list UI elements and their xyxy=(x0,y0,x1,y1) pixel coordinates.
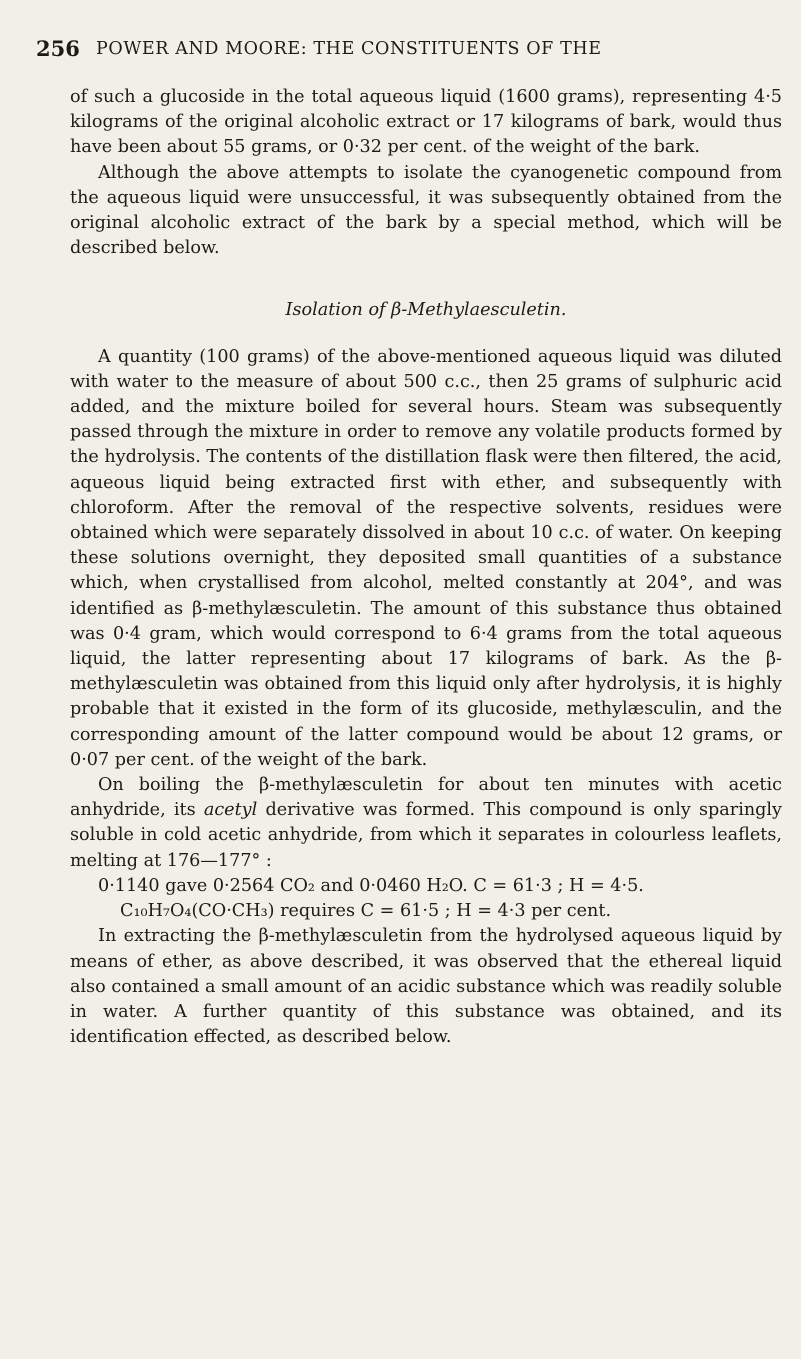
page-number: 256 xyxy=(36,36,80,61)
acetyl-text-before: On boiling the β-methylæsculetin for about ten minutes with acetic anhydride, its xyxy=(70,775,782,821)
paragraph-ethereal-liquid: In extracting the β-methylæsculetin from the hydrolysed aqueous liquid by means of ether, as above described, it was observed that the ethereal liquid also contained a small amount of an acidic substance which was readily soluble in water. A further quantity of this substance was obtained, and its identification effected, as described below. xyxy=(70,926,782,1048)
paragraph-hydrolysis: A quantity (100 grams) of the above-mentioned aqueous liquid was diluted with water to the measure of about 500 c.c., then 25 grams of sulphuric acid added, and the mixture boiled for several hours. Steam was subsequently passed through the mixture in order to remove any volatile products formed by the hydrolysis. The contents of the distillation flask were then filtered, the acid, aqueous liquid being extracted first with ether, and subsequently with chloroform. After the removal of the respective solvents, residues were obtained which were separately dissolved in about 10 c.c. of water. On keeping these solutions overnight, they deposited small quantities of a substance which, when crystallised from alcohol, melted constantly at 204°, and was identified as β-methylæsculetin. The amount of this substance thus obtained was 0·4 gram, which would correspond to 6·4 grams from the total aqueous liquid, the latter representing about 17 kilograms of bark. As the β-methylæsculetin was obtained from this liquid only after hydrolysis, it is highly probable that it existed in the form of its glucoside, methylæsculin, and the corresponding amount of the latter compound would be about 12 grams, or 0·07 per cent. of the weight of the bark. xyxy=(70,346,782,770)
section-heading: Isolation of β-Methylaesculetin. xyxy=(285,300,567,321)
analysis-formula-line: 0·1140 gave 0·2564 CO₂ and 0·0460 H₂O. C = 61·3 ; H = 4·5. xyxy=(98,875,644,896)
page-header xyxy=(36,36,796,66)
acetyl-text-after: derivative was formed. This compound is only sparingly soluble in cold acetic anhydride, from which it separates in colourless leaflets, melting at 176—177° : xyxy=(70,800,782,871)
body-text xyxy=(70,85,782,1050)
paragraph-acetyl-derivative xyxy=(70,773,782,874)
acetyl-italic: acetyl xyxy=(203,800,258,821)
running-head: POWER AND MOORE: THE CONSTITUENTS OF THE xyxy=(96,39,602,59)
paragraph-continuation: of such a glucoside in the total aqueous liquid (1600 grams), representing 4·5 kilograms of the original alcoholic extract or 17 kilograms of bark, would thus have been about 55 grams, or 0·32 per cent. of the weight of the bark. xyxy=(70,87,782,158)
requires-formula-line: C₁₀H₇O₄(CO·CH₃) requires C = 61·5 ; H = 4·3 per cent. xyxy=(120,901,612,922)
paragraph-isolation-attempts: Although the above attempts to isolate the cyanogenetic compound from the aqueous liquid were unsuccessful, it was subsequently obtained from the original alcoholic extract of the bark by a special method, which will be described below. xyxy=(70,162,782,259)
